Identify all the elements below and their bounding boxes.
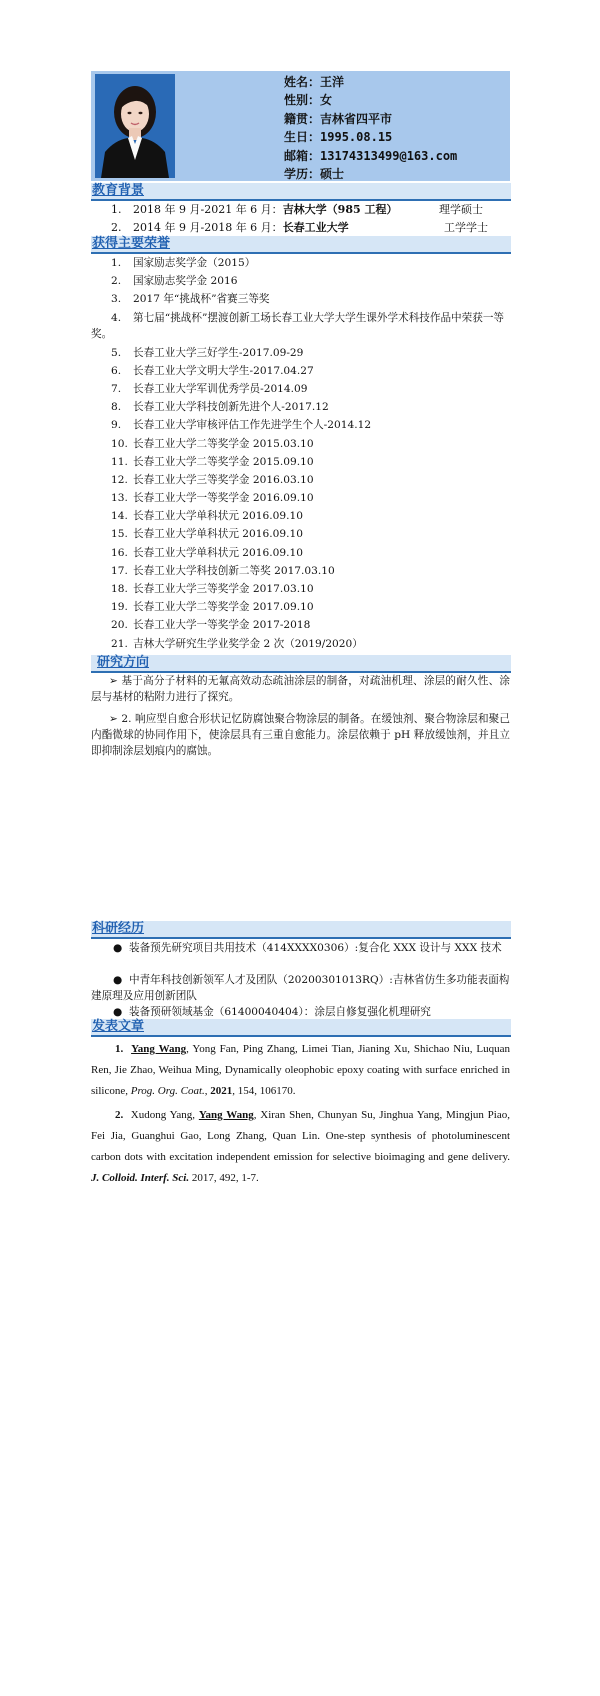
award-num: 16. — [111, 546, 128, 559]
publication-journal: Prog. Org. Coat. — [130, 1085, 205, 1097]
section-education-heading: 教育背景 — [91, 183, 511, 201]
gender-label: 性别： — [284, 93, 321, 108]
education-school: 吉林大学（985 工程） — [282, 203, 398, 216]
publication-item: 1. Yang Wang, Yong Fan, Ping Zhang, Limei Tian, Jianing Xu, Shichao Niu, Luquan Ren, Jie Zhao, Weihua Ming, Dynamically oleophobic epoxy coating with surface enriched in silicone, Prog. Org. Coat., 2021, 154, 106170. — [91, 1043, 511, 1097]
birth-row — [284, 128, 457, 146]
project-item — [91, 972, 510, 1004]
email-label: 邮箱： — [284, 148, 321, 163]
award-text: 长春工业大学二等奖学金 2015.09.10 — [133, 455, 314, 468]
award-text: 长春工业大学一等奖学金 2017-2018 — [133, 619, 311, 632]
award-text: 长春工业大学军训优秀学员-2014.09 — [133, 382, 308, 395]
award-num: 14. — [111, 510, 128, 523]
award-num: 8. — [111, 401, 122, 414]
award-text: 吉林大学研究生学业奖学金 2 次（2019/2020） — [133, 637, 363, 650]
section-research-heading: 研究方向 — [91, 655, 511, 673]
award-text: 第七届“挑战杯”摆渡创新工场长春工业大学大学生课外学术科技作品中荣获一等奖。 — [91, 311, 505, 340]
bullet-icon: ● — [113, 974, 123, 986]
award-text: 长春工业大学单科状元 2016.09.10 — [133, 510, 303, 523]
award-item — [91, 489, 510, 507]
award-item — [91, 453, 510, 471]
award-text: 长春工业大学二等奖学金 2017.09.10 — [133, 601, 314, 614]
award-num: 11. — [111, 455, 128, 468]
award-text: 长春工业大学科技创新先进个人-2017.12 — [133, 401, 329, 414]
project-text: 中青年科技创新领军人才及团队（20200301013RQ）:吉林省仿生多功能表面构建原理及应用创新团队 — [91, 974, 510, 1002]
education-dates: 2018 年 9 月-2021 年 6 月： — [133, 203, 283, 216]
award-item — [91, 435, 510, 453]
award-item — [91, 416, 510, 434]
research-item — [91, 673, 510, 705]
award-num: 5. — [111, 346, 122, 359]
education-degree: 工学学士 — [444, 221, 488, 234]
research-item — [91, 711, 510, 759]
email-row — [284, 147, 457, 165]
award-text: 2017 年“挑战杯”省赛三等奖 — [133, 293, 270, 306]
bullet-icon: ● — [113, 942, 123, 954]
education-school: 长春工业大学 — [282, 221, 349, 234]
origin-label: 籍贯： — [284, 111, 321, 126]
education-label: 学历： — [284, 166, 321, 181]
award-text: 长春工业大学审核评估工作先进学生个人-2014.12 — [133, 419, 372, 432]
award-text: 长春工业大学科技创新二等奖 2017.03.10 — [133, 564, 335, 577]
award-item — [91, 507, 510, 525]
profile-info — [284, 73, 457, 183]
research-text: 基于高分子材料的无氟高效动态疏油涂层的制备，对疏油机理、涂层的耐久性、涂层与基材的粘附力进行了探究。 — [91, 675, 510, 703]
section-projects-heading: 科研经历 — [91, 921, 511, 939]
award-item — [91, 580, 510, 598]
education-item — [91, 220, 510, 236]
publication-num: 2. — [115, 1109, 124, 1121]
award-num: 17. — [111, 564, 128, 577]
education-degree: 理学硕士 — [439, 203, 483, 216]
award-item — [91, 616, 510, 634]
award-text: 长春工业大学二等奖学金 2015.03.10 — [133, 437, 314, 450]
award-num: 7. — [111, 382, 122, 395]
email-value[interactable]: 13174313499@163.com — [320, 148, 458, 163]
award-text: 长春工业大学单科状元 2016.09.10 — [133, 546, 303, 559]
awards-list — [91, 254, 510, 653]
award-num: 15. — [111, 528, 128, 541]
publication-pre-authors: Xudong Yang, — [130, 1109, 199, 1121]
award-text: 长春工业大学单科状元 2016.09.10 — [133, 528, 303, 541]
award-num: 1. — [111, 257, 122, 269]
arrow-icon: ➢ — [109, 713, 118, 725]
education-value: 硕士 — [320, 166, 345, 181]
publication-self-author: Yang Wang — [198, 1109, 254, 1121]
award-num: 19. — [111, 601, 128, 614]
award-text: 长春工业大学文明大学生-2017.04.27 — [133, 364, 314, 377]
award-item — [91, 254, 510, 272]
education-num: 1. — [111, 203, 122, 216]
project-text: 装备预研领域基金（61400040404）：涂层自修复强化机理研究 — [129, 1006, 431, 1018]
award-item — [91, 525, 510, 543]
research-text: 2. 响应型自愈合形状记忆防腐蚀聚合物涂层的制备。在缓蚀剂、聚合物涂层和聚己内酯微球的协同作用下，使涂层具有三重自愈能力。涂层依赖于 pH 释放缓蚀剂，并且立即抑制涂层划痕内的腐蚀。 — [91, 713, 510, 757]
origin-row — [284, 110, 457, 128]
publication-tail: , 154, 106170. — [232, 1085, 296, 1097]
award-num: 20. — [111, 619, 128, 632]
award-num: 12. — [111, 473, 128, 486]
name-row — [284, 73, 457, 91]
project-item — [91, 1004, 510, 1020]
award-item — [91, 344, 510, 362]
name-label: 姓名： — [284, 75, 321, 89]
award-text: 国家励志奖学金 2016 — [133, 275, 238, 288]
award-item — [91, 362, 510, 380]
award-text: 长春工业大学三好学生-2017.09-29 — [133, 346, 304, 359]
award-text: 长春工业大学三等奖学金 2016.03.10 — [133, 473, 314, 486]
publication-year: 2021 — [210, 1085, 233, 1097]
name-value: 王洋 — [320, 75, 345, 89]
publication-num: 1. — [115, 1043, 124, 1055]
award-text: 长春工业大学一等奖学金 2016.09.10 — [133, 492, 314, 505]
award-item — [91, 544, 510, 562]
award-item — [91, 635, 510, 653]
education-desc — [133, 202, 397, 218]
gender-row — [284, 91, 457, 109]
section-publications-heading: 发表文章 — [91, 1019, 511, 1037]
award-item — [91, 309, 510, 344]
award-num: 6. — [111, 364, 122, 377]
profile-header — [91, 71, 510, 181]
award-item — [91, 398, 510, 416]
publication-self-author: Yang Wang — [131, 1043, 187, 1055]
profile-card — [91, 71, 510, 181]
award-num: 4. — [111, 311, 122, 324]
award-item — [91, 598, 510, 616]
award-item — [91, 290, 510, 308]
origin-value: 吉林省四平市 — [320, 111, 393, 126]
award-num: 21. — [111, 637, 128, 650]
publication-authors: , Xiran Shen, Chunyan Su, Jinghua Yang, Mingjun Piao, Fei Jia, Guanghui Gao, Long Zhang, Quan Lin. One-step synthesis of photoluminescent carbon dots with excitation independent emission for selective bioimaging and gene delivery. — [91, 1109, 510, 1163]
publication-tail: 2017, 492, 1-7. — [189, 1172, 259, 1184]
award-num: 10. — [111, 437, 128, 450]
section-awards-heading: 获得主要荣誉 — [91, 236, 511, 254]
education-dates: 2014 年 9 月-2018 年 6 月： — [133, 221, 283, 234]
award-num: 18. — [111, 583, 128, 595]
award-item — [91, 562, 510, 580]
education-item — [91, 202, 510, 218]
profile-photo — [95, 74, 175, 178]
award-item — [91, 380, 510, 398]
arrow-icon: ➢ — [109, 675, 118, 687]
publication-item — [91, 1105, 510, 1189]
project-item — [91, 940, 510, 956]
education-num: 2. — [111, 221, 122, 234]
gender-value: 女 — [320, 93, 333, 108]
award-item — [91, 471, 510, 489]
award-item — [91, 272, 510, 290]
publication-journal: J. Colloid. Interf. Sci. — [91, 1172, 190, 1184]
birth-value: 1995.08.15 — [320, 130, 393, 145]
award-num: 9. — [111, 419, 122, 432]
publication-authors: , Yong Fan, Ping Zhang, Limei Tian, Jianing Xu, Shichao Niu, Luquan Ren, Jie Zhao, Weihua Ming, Dynamically oleophobic epoxy coating with surface enriched in silicone, — [91, 1043, 511, 1097]
bullet-icon: ● — [113, 1006, 123, 1018]
education-desc — [133, 220, 349, 236]
birth-label: 生日： — [284, 130, 321, 145]
award-num: 13. — [111, 492, 128, 505]
award-text: 国家励志奖学金（2015） — [133, 257, 256, 269]
award-num: 3. — [111, 293, 122, 306]
education-row — [284, 165, 457, 183]
award-text: 长春工业大学三等奖学金 2017.03.10 — [133, 583, 314, 595]
award-num: 2. — [111, 275, 122, 288]
project-text: 装备预先研究项目共用技术（414XXXX0306）:复合化 XXX 设计与 XXX 技术 — [129, 942, 502, 954]
